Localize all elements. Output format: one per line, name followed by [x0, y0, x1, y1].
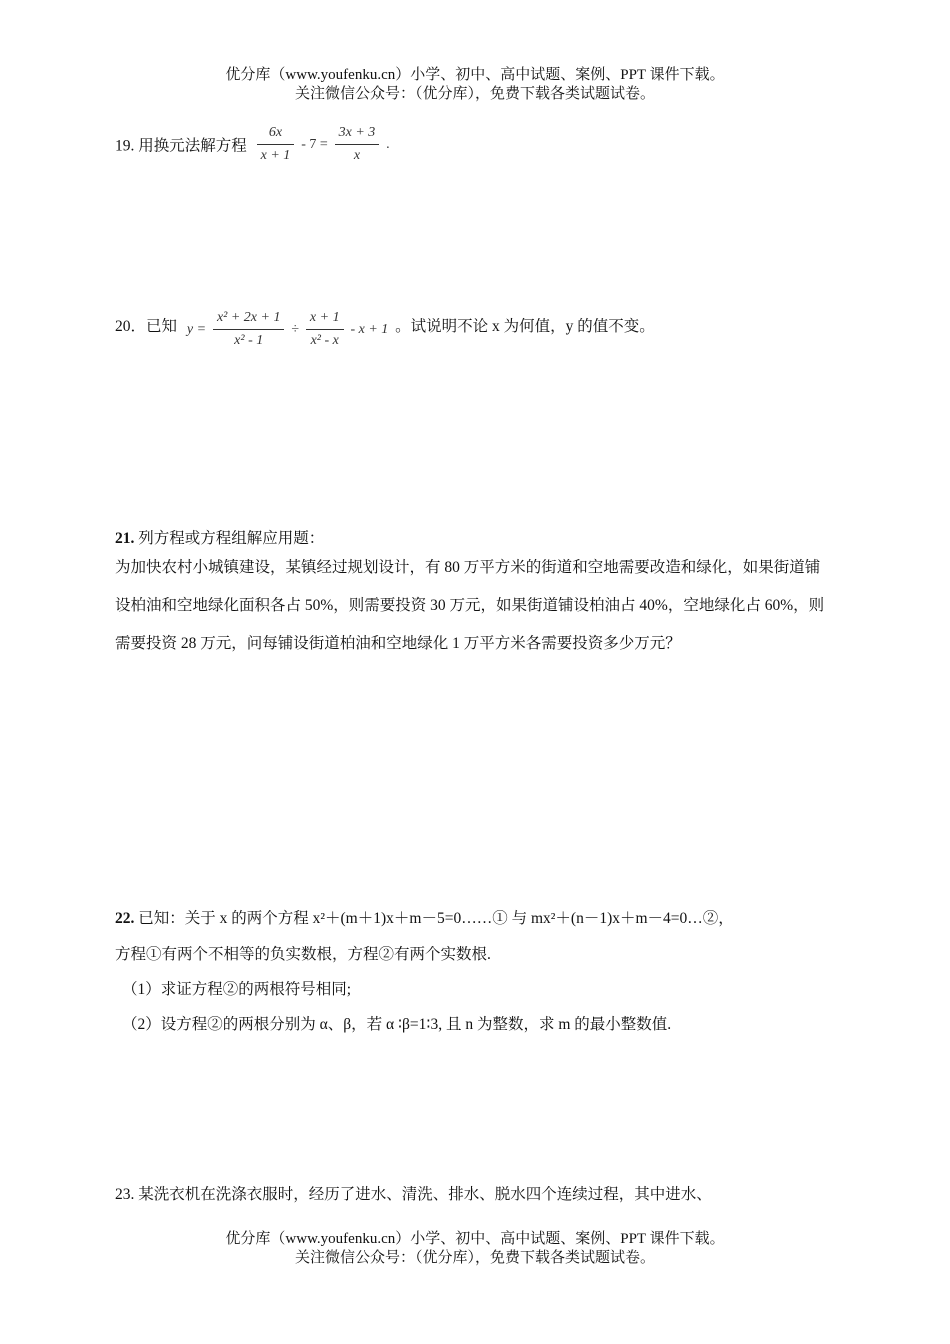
question-23: 23. 某洗衣机在洗涤衣服时，经历了进水、清洗、排水、脱水四个连续过程，其中进水、	[115, 1186, 712, 1203]
q19-fraction-1-numerator: 6x	[257, 125, 295, 145]
q19-label: 19. 用换元法解方程	[115, 137, 247, 155]
q20-divide: ÷	[291, 321, 300, 337]
question-22-line-1	[115, 906, 734, 928]
question-21-heading	[115, 526, 324, 548]
q20-tail: - x + 1	[350, 321, 389, 337]
q19-fraction-2-numerator: 3x + 3	[335, 125, 380, 145]
q21-number: 21.	[115, 530, 135, 547]
question-20	[115, 310, 655, 349]
q22-line-1-text: 已知：关于 x 的两个方程 x²＋(m＋1)x＋m－5=0……① 与 mx²＋(n－1)x＋m－4=0…②，	[134, 910, 734, 927]
header-line-2: 关注微信公众号：（优分库），免费下载各类试题试卷。	[294, 86, 655, 102]
q20-fraction-2-numerator: x + 1	[306, 310, 344, 330]
header-line-1: 优分库（www.youfenku.cn）小学、初中、高中试题、案例、PPT 课件下载。	[225, 67, 725, 83]
q22-part-2: （2）设方程②的两根分别为 α、β，若 α ∶β=1∶3, 且 n 为整数，求 m 的最小整数值.	[122, 1016, 672, 1033]
q20-fraction-1-numerator: x² + 2x + 1	[213, 310, 285, 330]
q22-line-2: 方程①有两个不相等的负实数根，方程②有两个实数根.	[115, 946, 491, 963]
q22-number: 22.	[115, 910, 135, 927]
q20-label: 20．已知	[115, 318, 178, 335]
q21-title: 列方程或方程组解应用题：	[134, 530, 325, 547]
q20-y-equals: y =	[186, 321, 207, 337]
page-footer	[0, 1230, 950, 1268]
page-header	[0, 66, 950, 104]
q19-period: .	[386, 136, 390, 152]
question-19	[115, 125, 393, 164]
q20-text: 。试说明不论 x 为何值，y 的值不变。	[395, 318, 655, 335]
footer-line-2: 关注微信公众号：（优分库），免费下载各类试题试卷。	[294, 1250, 655, 1266]
q20-fraction-1-denominator: x² - 1	[234, 333, 264, 348]
footer-line-1: 优分库（www.youfenku.cn）小学、初中、高中试题、案例、PPT 课件下载。	[225, 1231, 725, 1247]
q19-fraction-1-denominator: x + 1	[260, 148, 291, 163]
q22-part-1: （1）求证方程②的两根符号相同;	[122, 981, 352, 998]
q20-fraction-2-denominator: x² - x	[310, 333, 339, 348]
q19-minus-seven: - 7 =	[301, 136, 328, 152]
q19-fraction-1	[257, 125, 295, 164]
q20-fraction-1	[213, 310, 285, 349]
q20-fraction-2	[306, 310, 344, 349]
q19-fraction-2-denominator: x	[353, 148, 361, 163]
q21-body: 为加快农村小城镇建设，某镇经过规划设计，有 80 万平方米的街道和空地需要改造和绿化，如果街道铺设柏油和空地绿化面积各占 50%，则需要投资 30 万元，如果街道铺设柏油占 40%，空地绿化占 60%，则需要投资 28 万元，问每铺设街道柏油和空地绿化 1 万平方米各需要投资多少万元？	[115, 559, 825, 652]
q19-fraction-2	[335, 125, 380, 164]
